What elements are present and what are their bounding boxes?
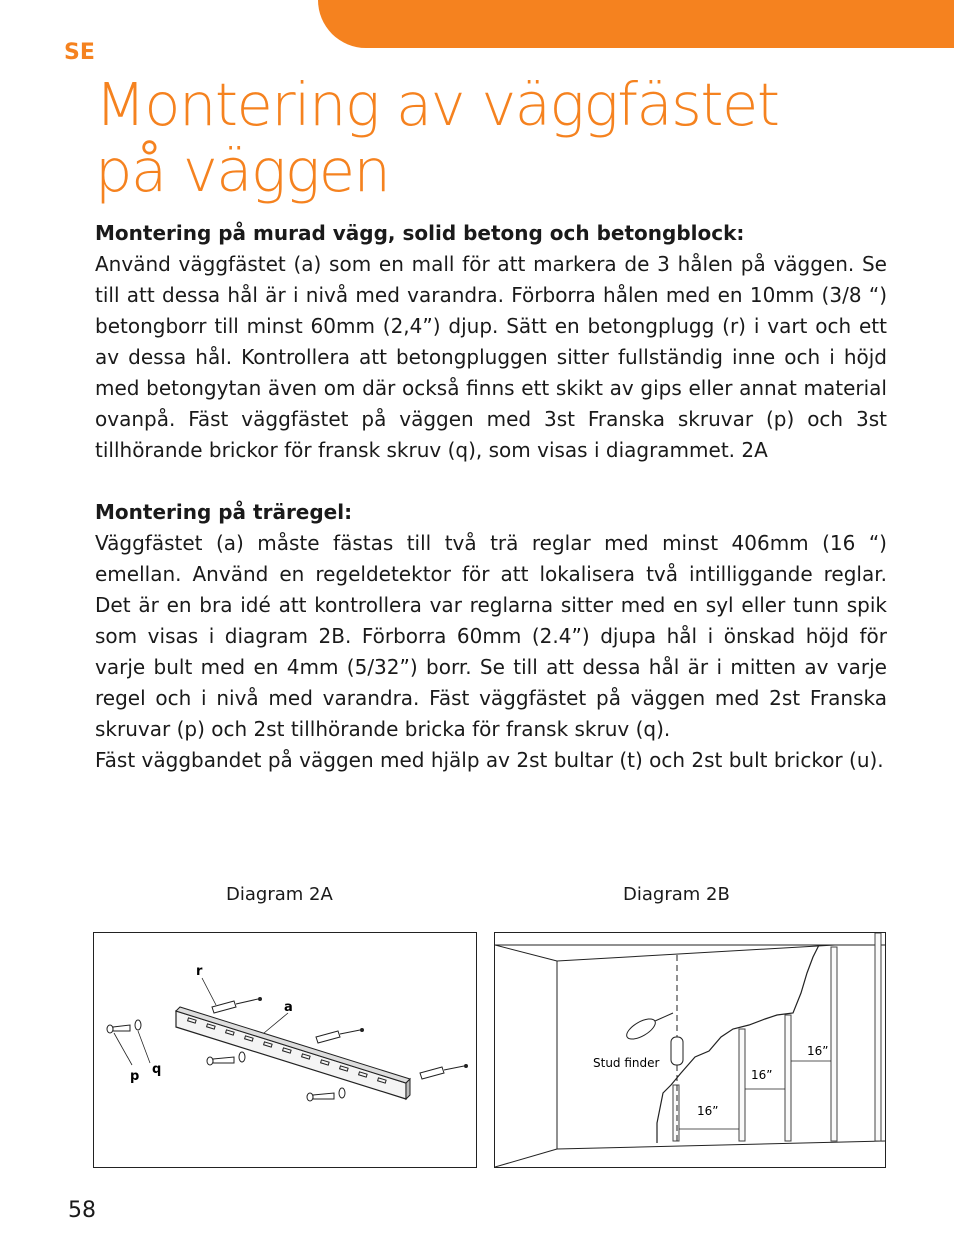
dimension-2: 16” [751,1068,773,1082]
wall-anchor-right [420,1065,468,1080]
diagram-2b [494,932,886,1168]
section-1-heading: Montering på murad vägg, solid betong och betongblock: [95,221,745,245]
section-2-text-2: Fäst väggbandet på väggen med hjälp av 2st bultar (t) och 2st bult brickor (u). [95,748,884,772]
stud-finder-tool [624,1013,673,1043]
wall-anchor-top [212,998,262,1014]
section-1-text: Använd väggfästet (a) som en mall för att markera de 3 hålen på väggen. Se till att dessa hål är i nivå med varandra. Förborra hålen med en 10mm (3/8 “) betongborr till minst 60mm (2,4”) djup. Sätt en betongplugg (r) i vart och ett av dessa hål. Kontrollera att betongpluggen sitter fullständig inne och i höjd med betongytan även om där också finns ett skikt av gips eller annat material ovanpå. Fäst väggfästet på väggen med 3st Franska skruvar (p) och 3st tillhörande brickor för fransk skruv (q), som visas i diagrammet. 2A [95,252,887,462]
bracket-end [406,1079,410,1099]
wall-bracket [176,1011,406,1099]
screw-left [107,1020,141,1033]
diagram-2a-illustration [94,933,476,1167]
stud-finder-label: Stud finder [593,1056,660,1070]
callout-p: p [130,1069,140,1084]
wall-anchor-middle [316,1029,364,1044]
dimension-3: 16” [807,1044,829,1058]
diagram-2a-label: Diagram 2A [226,884,333,905]
title-line-1: Montering av väggfästet [95,70,779,139]
callout-a: a [284,1000,293,1015]
section-2-heading: Montering på träregel: [95,500,353,524]
bracket-top-edge [176,1007,410,1083]
page-title [95,72,915,204]
diagram-2b-label: Diagram 2B [623,884,730,905]
title-line-2: på väggen [95,136,390,205]
section-gap [95,466,887,497]
header-tab [318,0,954,48]
language-code: SE [64,40,95,65]
callout-r: r [196,964,203,979]
diagram-2a [93,932,477,1168]
callout-q: q [152,1062,162,1077]
page-number: 58 [68,1198,96,1223]
dimension-1: 16” [697,1104,719,1118]
section-2-text: Väggfästet (a) måste fästas till två trä reglar med minst 406mm (16 “) emellan. Använd en regeldetektor för att lokalisera två intilliggande reglar. Det är en bra idé att kontrollera var reglarna sitter med en syl eller tunn spik som visas i diagram 2B. Förborra 60mm (2.4”) djupa hål i önskad höjd för varje bult med en 4mm (5/32”) borr. Se till att dessa hål är i mitten av varje regel och i nivå med varandra. Fäst väggfästet på väggen med 2st Franska skruvar (p) och 2st tillhörande bricka för fransk skruv (q). [95,531,887,741]
diagram-2b-illustration [495,933,885,1167]
body-text [95,218,887,776]
screw-middle [207,1052,245,1065]
screw-bottom [307,1088,345,1101]
stud-finder-device [671,1037,683,1065]
